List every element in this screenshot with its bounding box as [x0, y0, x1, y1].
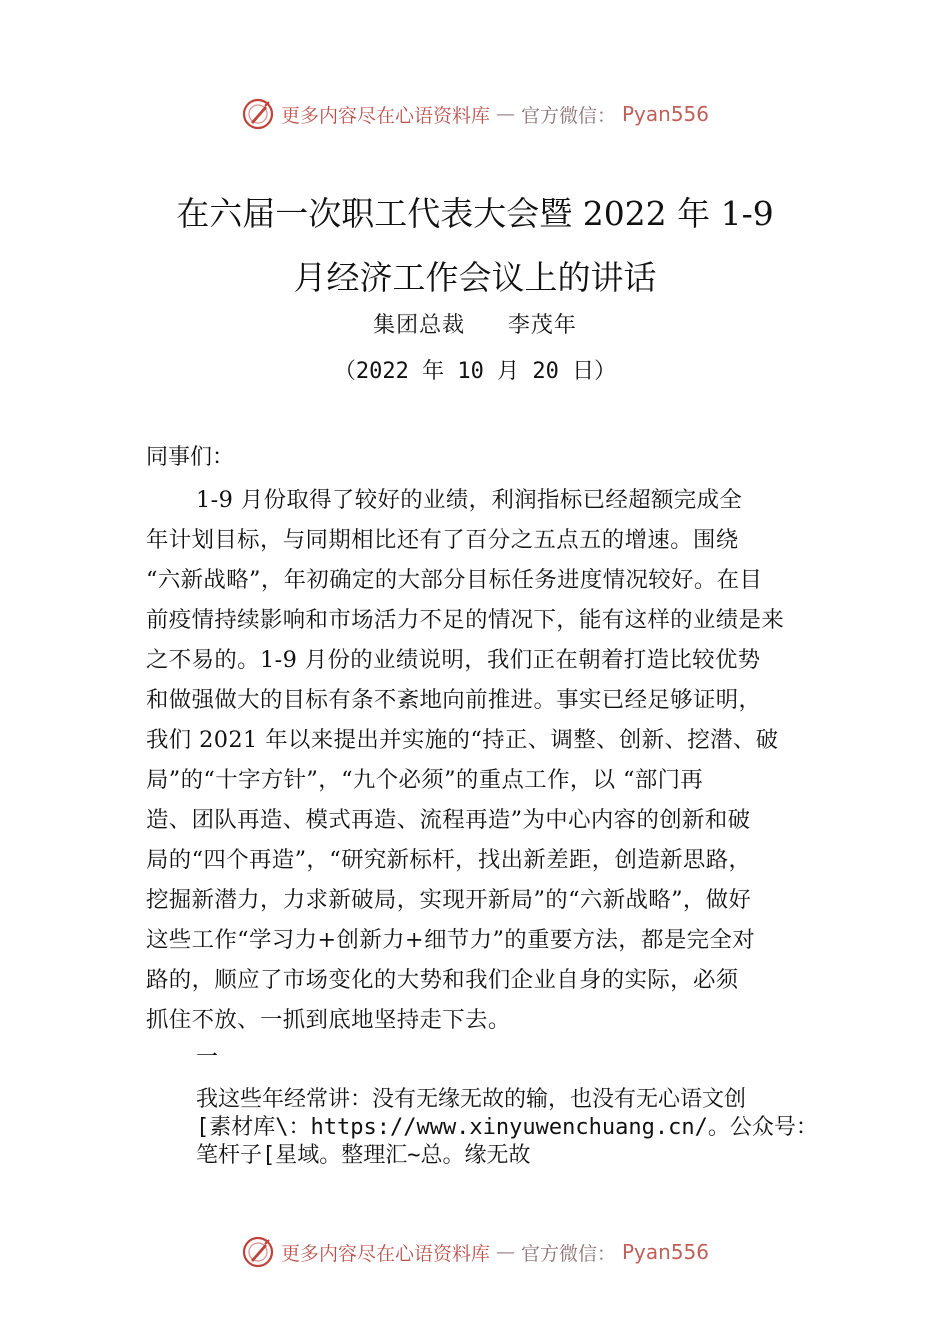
paragraph-line: 年计划目标，与同期相比还有了百分之五点五的增速。围绕 [146, 527, 739, 553]
paragraph-line: 造、团队再造、模式再造、流程再造”为中心内容的创新和破 [146, 807, 751, 833]
watermark-dash: — [495, 1241, 515, 1263]
paragraph-line: 这些工作“学习力+创新力+细节力”的重要方法，都是完全对 [146, 927, 755, 953]
source-notice-line: 笔杆子[星域。整理汇~总。缘无故 [196, 1143, 531, 1168]
paragraph-line: 路的，顺应了市场变化的大势和我们企业自身的实际，必须 [146, 967, 739, 993]
source-notice-line: [素材库\：https://www.xinyuwenchuang.cn/。公众号： [196, 1115, 818, 1140]
watermark-wechat-label: 官方微信： [520, 104, 616, 127]
paragraph-line: 和做强做大的目标有条不紊地向前推进。事实已经足够证明， [146, 687, 762, 713]
paragraph-line: 我们 2021 年以来提出并实施的“持正、调整、创新、挖潜、破 [146, 727, 779, 753]
document-title-line-2: 月经济工作会议上的讲话 [293, 258, 657, 297]
date-line: （2022 年 10 月 20 日） [333, 359, 617, 384]
watermark-wechat-id: Pyan556 [622, 102, 710, 126]
watermark-wechat-id: Pyan556 [622, 1240, 710, 1264]
watermark-bottom [0, 1232, 950, 1272]
paragraph-line: 之不易的。1-9 月份的业绩说明，我们正在朝着打造比较优势 [146, 647, 761, 673]
watermark-text: 更多内容尽在心语资料库 [280, 1242, 490, 1265]
quill-seal-icon [241, 97, 275, 131]
paragraph-line: 前疫情持续影响和市场活力不足的情况下，能有这样的业绩是来 [146, 607, 785, 633]
paragraph-line: “六新战略”，年初确定的大部分目标任务进度情况较好。在目 [146, 567, 763, 593]
author-line: 集团总裁 李茂年 [373, 313, 577, 338]
paragraph-line: 1-9 月份取得了较好的业绩，利润指标已经超额完成全 [196, 487, 743, 513]
watermark-text: 更多内容尽在心语资料库 [280, 104, 490, 127]
quill-seal-icon [241, 1235, 275, 1269]
watermark-dash: — [495, 103, 515, 125]
watermark-top [0, 94, 950, 134]
watermark-wechat-label: 官方微信： [520, 1242, 616, 1265]
source-notice-line: 我这些年经常讲：没有无缘无故的输，也没有无心语文创 [196, 1087, 747, 1112]
document-title-line-1: 在六届一次职工代表大会暨 2022 年 1-9 [176, 194, 774, 233]
paragraph-line: 局的“四个再造”，“研究新标杆，找出新差距，创造新思路， [146, 847, 752, 873]
paragraph-line: 局”的“十字方针”，“九个必须”的重点工作，以 “部门再 [146, 767, 704, 793]
section-marker: 一 [196, 1045, 219, 1070]
greeting: 同事们： [146, 445, 235, 470]
paragraph-line: 挖掘新潜力，力求新破局，实现开新局”的“六新战略”，做好 [146, 887, 752, 913]
paragraph-line: 抓住不放、一抓到底地坚持走下去。 [146, 1007, 511, 1033]
